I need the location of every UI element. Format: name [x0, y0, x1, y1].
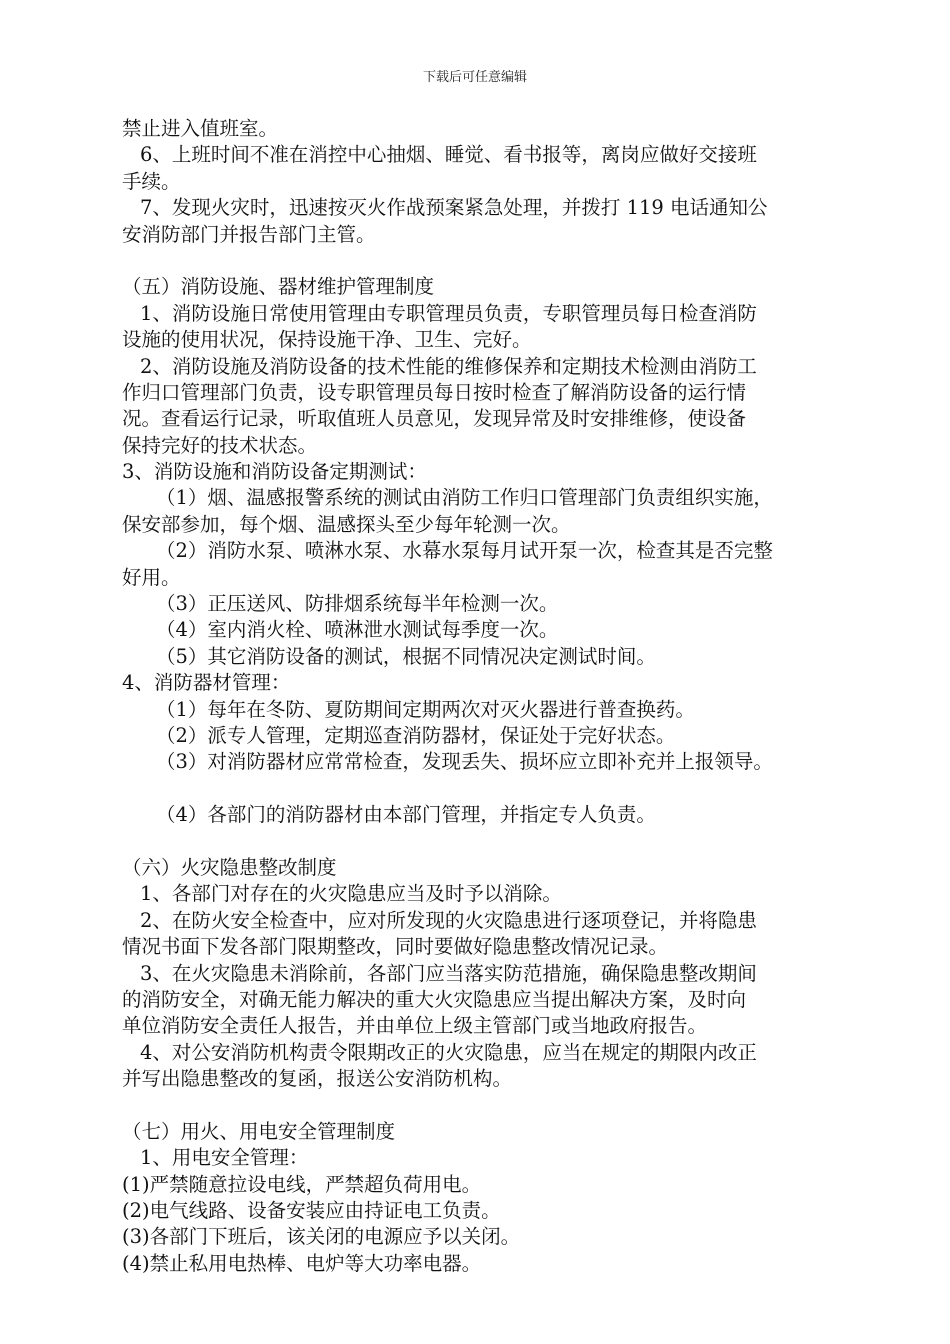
text-line: 2、消防设施及消防设备的技术性能的维修保养和定期技术检测由消防工	[140, 354, 757, 378]
text-line: (2)电气线路、设备安装应由持证电工负责。	[122, 1199, 501, 1223]
page-header: 下载后可任意编辑	[422, 70, 527, 85]
text-line: 况。查看运行记录，听取值班人员意见，发现异常及时安排维修，使设备	[122, 407, 747, 431]
text-line: 作归口管理部门负责，设专职管理员每日按时检查了解消防设备的运行情	[122, 380, 747, 404]
text-line: 1、各部门对存在的火灾隐患应当及时予以消除。	[140, 882, 562, 906]
spacer	[122, 1092, 852, 1118]
text-line: 3、在火灾隐患未消除前，各部门应当落实防范措施，确保隐患整改期间	[140, 961, 757, 985]
text-line: 禁止进入值班室。	[122, 117, 279, 140]
text-line: 手续。	[122, 169, 181, 193]
text-line: 4、对公安消防机构责令限期改正的火灾隐患，应当在规定的期限内改正	[140, 1040, 757, 1064]
spacer	[122, 248, 852, 274]
text-line: 保持完好的技术状态。	[122, 433, 318, 457]
section-heading: （五）消防设施、器材维护管理制度	[122, 275, 435, 299]
text-line: （4）各部门的消防器材由本部门管理，并指定专人负责。	[156, 803, 656, 827]
text-line: 4、消防器材管理：	[122, 671, 291, 695]
text-line: 1、消防设施日常使用管理由专职管理员负责，专职管理员每日检查消防	[140, 301, 757, 325]
text-line: （3）对消防器材应常常检查，发现丢失、损坏应立即补充并上报领导。	[156, 750, 773, 774]
text-line: (3)各部门下班后，该关闭的电源应予以关闭。	[122, 1225, 521, 1249]
text-line: 好用。	[122, 565, 181, 589]
text-line: （4）室内消火栓、喷淋泄水测试每季度一次。	[156, 618, 559, 642]
text-line: 3、消防设施和消防设备定期测试：	[122, 460, 427, 484]
spacer	[122, 829, 852, 855]
text-line: 的消防安全，对确无能力解决的重大火灾隐患应当提出解决方案，及时向	[122, 987, 747, 1011]
text-line: 保安部参加，每个烟、温感探头至少每年轮测一次。	[122, 512, 571, 536]
text-line: （1）每年在冬防、夏防期间定期两次对灭火器进行普查换药。	[156, 697, 695, 721]
text-line: 1、用电安全管理：	[140, 1146, 309, 1170]
document-body	[122, 116, 852, 1277]
text-line: （2）消防水泵、喷淋水泵、水幕水泵每月试开泵一次，检查其是否完整	[156, 539, 773, 563]
section-heading: （六）火灾隐患整改制度	[122, 855, 337, 879]
text-line: (1)严禁随意拉设电线，严禁超负荷用电。	[122, 1172, 482, 1196]
text-line: （3）正压送风、防排烟系统每半年检测一次。	[156, 592, 559, 616]
text-line: (4)禁止私用电热棒、电炉等大功率电器。	[122, 1251, 482, 1275]
text-line: （5）其它消防设备的测试，根据不同情况决定测试时间。	[156, 644, 656, 668]
text-line: 6、上班时间不准在消控中心抽烟、睡觉、看书报等，离岗应做好交接班	[140, 143, 757, 167]
text-line: 设施的使用状况，保持设施干净、卫生、完好。	[122, 328, 532, 352]
text-line: 7、发现火灾时，迅速按灭火作战预案紧急处理，并拨打 119 电话通知公	[140, 196, 768, 220]
text-line: 并写出隐患整改的复函，报送公安消防机构。	[122, 1067, 513, 1091]
section-heading: （七）用火、用电安全管理制度	[122, 1119, 396, 1143]
text-line: 单位消防安全责任人报告，并由单位上级主管部门或当地政府报告。	[122, 1014, 708, 1038]
text-line: 安消防部门并报告部门主管。	[122, 222, 376, 246]
text-line: 情况书面下发各部门限期整改，同时要做好隐患整改情况记录。	[122, 935, 669, 959]
text-line: 2、在防火安全检查中，应对所发现的火灾隐患进行逐项登记，并将隐患	[140, 908, 757, 932]
text-line: （1）烟、温感报警系统的测试由消防工作归口管理部门负责组织实施，	[156, 486, 773, 510]
text-line: （2）派专人管理，定期巡查消防器材，保证处于完好状态。	[156, 723, 676, 747]
spacer	[122, 776, 852, 802]
